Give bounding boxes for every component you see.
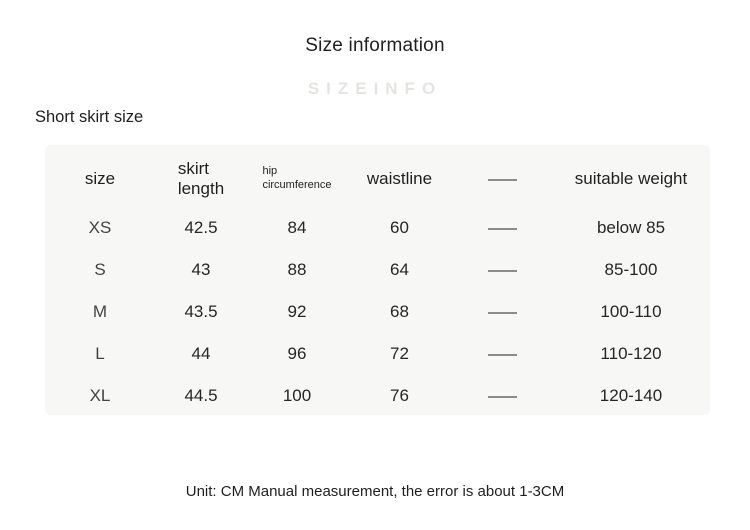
hip-line2: circumference [262,178,332,191]
column-header-skirt-length [155,159,247,199]
table-row [45,207,710,249]
watermark-text: SIZEINFO [307,79,443,98]
skirt-length-value: 42.5 [184,218,218,237]
section-title: Short skirt size [35,108,144,126]
waistline-value: 60 [390,218,409,237]
dash-value: —— [488,261,516,279]
weight-value: 100-110 [600,302,662,321]
column-header-size: size [84,169,116,188]
table-row [45,249,710,291]
hip-value: 88 [287,260,307,279]
measurement-note: Unit: CM Manual measurement, the error is about 1-3CM [185,483,565,500]
size-value: XS [88,218,112,237]
hip-line1: hip [262,165,278,178]
dash-value: —— [488,387,516,405]
column-header-waistline: waistline [366,169,433,188]
column-header-dash: —— [488,170,516,188]
weight-value: 120-140 [599,386,663,405]
hip-value: 92 [287,302,307,321]
page-title: Size information [305,35,445,56]
hip-value: 84 [287,218,307,237]
size-value: M [92,302,108,321]
skirt-length-line1: skirt [177,159,209,179]
size-value: L [95,344,105,363]
size-table-card [45,145,710,415]
skirt-length-line2: length [177,178,225,198]
size-value: XL [89,386,111,405]
weight-value: 110-120 [600,344,662,363]
skirt-length-value: 43.5 [184,302,218,321]
table-row [45,291,710,333]
table-row [45,333,710,375]
table-row [45,375,710,417]
waistline-value: 64 [390,260,409,279]
dash-value: —— [488,303,516,321]
weight-value: 85-100 [604,260,658,279]
skirt-length-value: 44 [191,344,211,363]
dash-value: —— [488,345,516,363]
size-value: S [94,260,106,279]
waistline-value: 72 [390,344,409,363]
hip-value: 100 [282,386,312,405]
skirt-length-value: 43 [191,260,211,279]
hip-value: 96 [287,344,307,363]
table-header-row [45,145,710,207]
column-header-hip-circumference [247,165,347,193]
dash-value: —— [488,219,516,237]
waistline-value: 68 [390,302,409,321]
skirt-length-value: 44.5 [184,386,218,405]
column-header-suitable-weight: suitable weight [574,169,688,188]
waistline-value: 76 [390,386,409,405]
weight-value: below 85 [596,218,666,237]
